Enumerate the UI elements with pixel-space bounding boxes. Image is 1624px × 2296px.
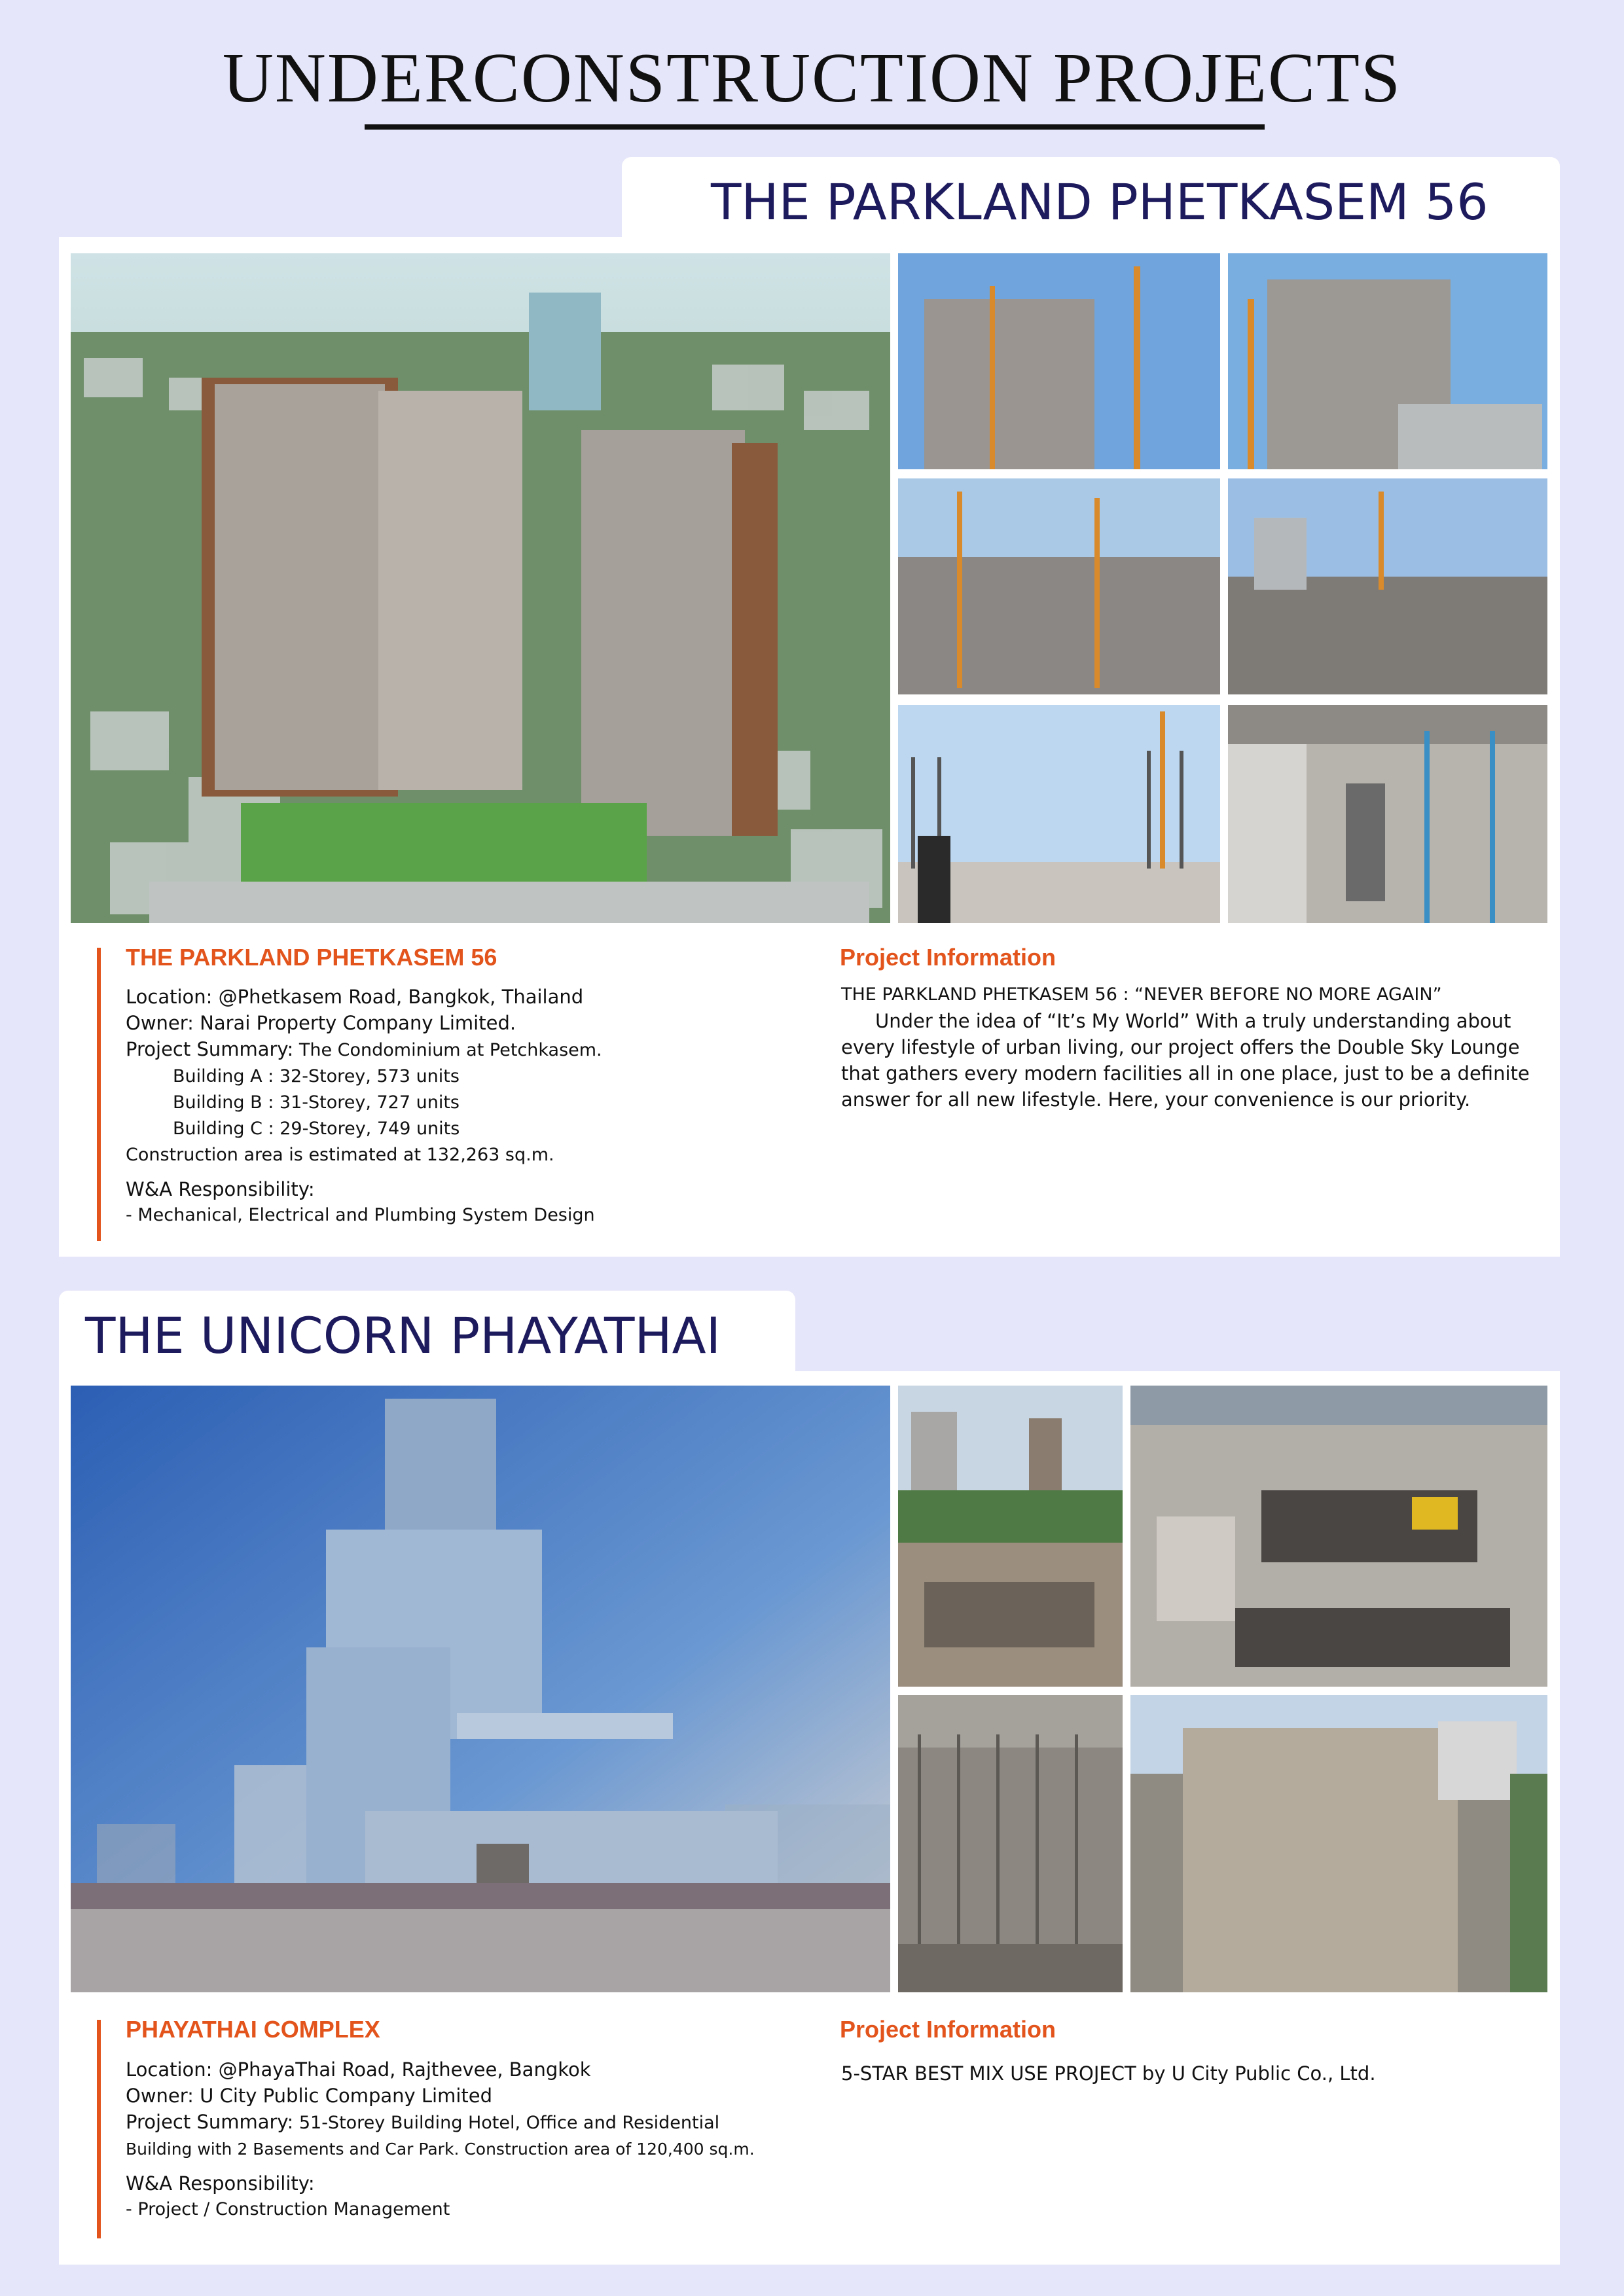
project1-accent-bar — [97, 948, 101, 1241]
project1-info-line2: Under the idea of “It’s My World” With a truly understanding about every lifestyle of urban living, our project offers the Double Sky Lounge that gathers every modern facilities all in one place, just to be a definite answer for all new lifestyle. Here, your convenience is our priority. — [841, 1010, 1530, 1111]
project1-area: Construction area is estimated at 132,263 sq.m. — [126, 1145, 554, 1165]
project1-summary-value: The Condominium at Petchkasem. — [293, 1040, 602, 1060]
project2-owner-label: Owner: — [126, 2085, 194, 2107]
project2-site-photo — [898, 1695, 1123, 1992]
project1-site-photo — [898, 478, 1220, 694]
project1-owner-label: Owner: — [126, 1012, 194, 1034]
project1-site-photo — [1228, 478, 1547, 694]
project2-site-photo — [1130, 1386, 1547, 1687]
project2-site-photo — [1130, 1695, 1547, 1992]
project2-summary-label: Project Summary: — [126, 2111, 294, 2133]
title-underline — [365, 124, 1265, 130]
project2-location-label: Location: — [126, 2058, 213, 2081]
project2-resp-value: - Project / Construction Management — [126, 2199, 450, 2219]
project1-site-photo — [898, 705, 1220, 923]
project2-info-title: Project Information — [840, 2016, 1056, 2043]
project2-summary-value: 51-Storey Building Hotel, Office and Residential — [293, 2113, 720, 2133]
project1-site-photo — [898, 253, 1220, 469]
project1-title-tab — [622, 157, 1560, 245]
project2-details — [126, 2056, 826, 2223]
project2-info-text — [841, 2060, 1535, 2087]
project1-info-line1: THE PARKLAND PHETKASEM 56 : “NEVER BEFORE NO MORE AGAIN” — [841, 984, 1442, 1005]
project1-info-title: Project Information — [840, 944, 1056, 971]
project1-summary-label: Project Summary: — [126, 1038, 294, 1060]
project2-title: THE UNICORN PHAYATHAI — [85, 1306, 721, 1365]
project2-summary-value2: Building with 2 Basements and Car Park. Construction area of 120,400 sq.m. — [126, 2140, 755, 2159]
project2-resp-label: W&A Responsibility: — [126, 2172, 315, 2195]
project1-site-photo — [1228, 705, 1547, 923]
project1-resp-value: - Mechanical, Electrical and Plumbing System Design — [126, 1205, 595, 1225]
project1-rendering-image — [71, 253, 890, 923]
project1-building-b: Building B : 31-Storey, 727 units — [173, 1092, 460, 1113]
page-title: UNDERCONSTRUCTION PROJECTS — [222, 39, 1402, 117]
project1-info-text — [841, 982, 1535, 1113]
project2-info-line1: 5-STAR BEST MIX USE PROJECT by U City Public Co., Ltd. — [841, 2062, 1376, 2085]
project2-rendering-image — [71, 1386, 890, 1992]
project2-section-title: PHAYATHAI COMPLEX — [126, 2016, 380, 2043]
project1-section-title: THE PARKLAND PHETKASEM 56 — [126, 944, 497, 971]
project1-details — [126, 984, 813, 1229]
project1-building-c: Building C : 29-Storey, 749 units — [173, 1119, 460, 1139]
project1-site-photo — [1228, 253, 1547, 469]
project2-location-value: @PhayaThai Road, Rajthevee, Bangkok — [212, 2058, 591, 2081]
project1-title: THE PARKLAND PHETKASEM 56 — [711, 173, 1489, 231]
project2-accent bar — [97, 2020, 101, 2238]
project1-location-value: @Phetkasem Road, Bangkok, Thailand — [212, 986, 584, 1008]
project1-resp-label: W&A Responsibility: — [126, 1178, 315, 1200]
project2-site-photo — [898, 1386, 1123, 1687]
project1-location-label: Location: — [126, 986, 213, 1008]
project1-owner-value: Narai Property Company Limited. — [193, 1012, 516, 1034]
project1-building-a: Building A : 32-Storey, 573 units — [173, 1066, 460, 1086]
project2-owner-value: U City Public Company Limited — [193, 2085, 493, 2107]
project2-title-tab — [59, 1291, 795, 1379]
